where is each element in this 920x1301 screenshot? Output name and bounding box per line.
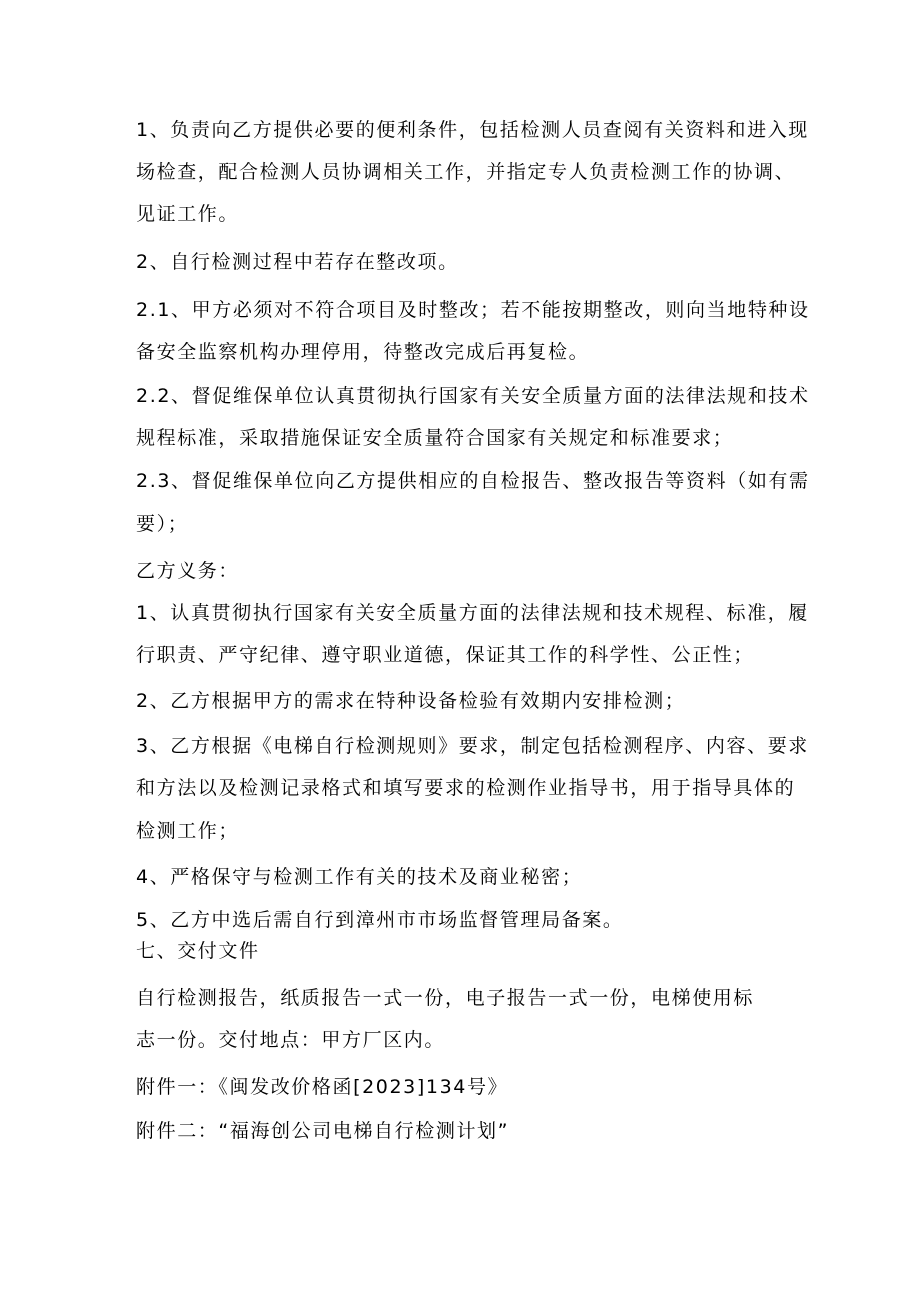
paragraph-line: 2.1、甲方必须对不符合项目及时整改；若不能按期整改，则向当地特种设 — [136, 299, 810, 321]
paragraph-line: 和方法以及检测记录格式和填写要求的检测作业指导书，用于指导具体的 — [136, 777, 796, 799]
paragraph-line: 备安全监察机构办理停用，待整改完成后再复检。 — [136, 341, 590, 363]
paragraph-line: 要）； — [136, 513, 189, 535]
paragraph-line: 2、自行检测过程中若存在整改项。 — [136, 251, 459, 273]
attachment-line: 附件一：《闽发改价格函[2023]134号》 — [136, 1076, 509, 1098]
paragraph-line: 见证工作。 — [136, 203, 240, 225]
paragraph-line: 4、严格保守与检测工作有关的技术及商业秘密； — [136, 866, 583, 888]
paragraph-line: 1、负责向乙方提供必要的便利条件，包括检测人员查阅有关资料和进入现 — [136, 119, 809, 141]
paragraph-line: 行职责、严守纪律、遵守职业道德，保证其工作的科学性、公正性； — [136, 644, 755, 666]
paragraph-line: 自行检测报告，纸质报告一式一份，电子报告一式一份，电梯使用标 — [136, 987, 755, 1009]
paragraph-line: 规程标准，采取措施保证安全质量符合国家有关规定和标准要求； — [136, 427, 734, 449]
section-heading: 七、交付文件 — [136, 940, 260, 962]
paragraph-line: 3、乙方根据《电梯自行检测规则》要求，制定包括检测程序、内容、要求 — [136, 735, 809, 757]
attachment-line: 附件二：“福海创公司电梯自行检测计划” — [136, 1120, 510, 1142]
paragraph-line: 5、乙方中选后需自行到漳州市市场监督管理局备案。 — [136, 909, 624, 931]
paragraph-line: 场检查，配合检测人员协调相关工作，并指定专人负责检测工作的协调、 — [136, 161, 796, 183]
paragraph-line: 2.3、督促维保单位向乙方提供相应的自检报告、整改报告等资料（如有需 — [136, 470, 810, 492]
paragraph-line: 检测工作； — [136, 820, 240, 842]
paragraph-line: 2.2、督促维保单位认真贯彻执行国家有关安全质量方面的法律法规和技术 — [136, 385, 810, 407]
paragraph-line: 1、认真贯彻执行国家有关安全质量方面的法律法规和技术规程、标准，履 — [136, 602, 809, 624]
section-heading: 乙方义务： — [136, 560, 240, 582]
paragraph-line: 2、乙方根据甲方的需求在特种设备检验有效期内安排检测； — [136, 690, 686, 712]
paragraph-line: 志一份。交付地点：甲方厂区内。 — [136, 1029, 446, 1051]
